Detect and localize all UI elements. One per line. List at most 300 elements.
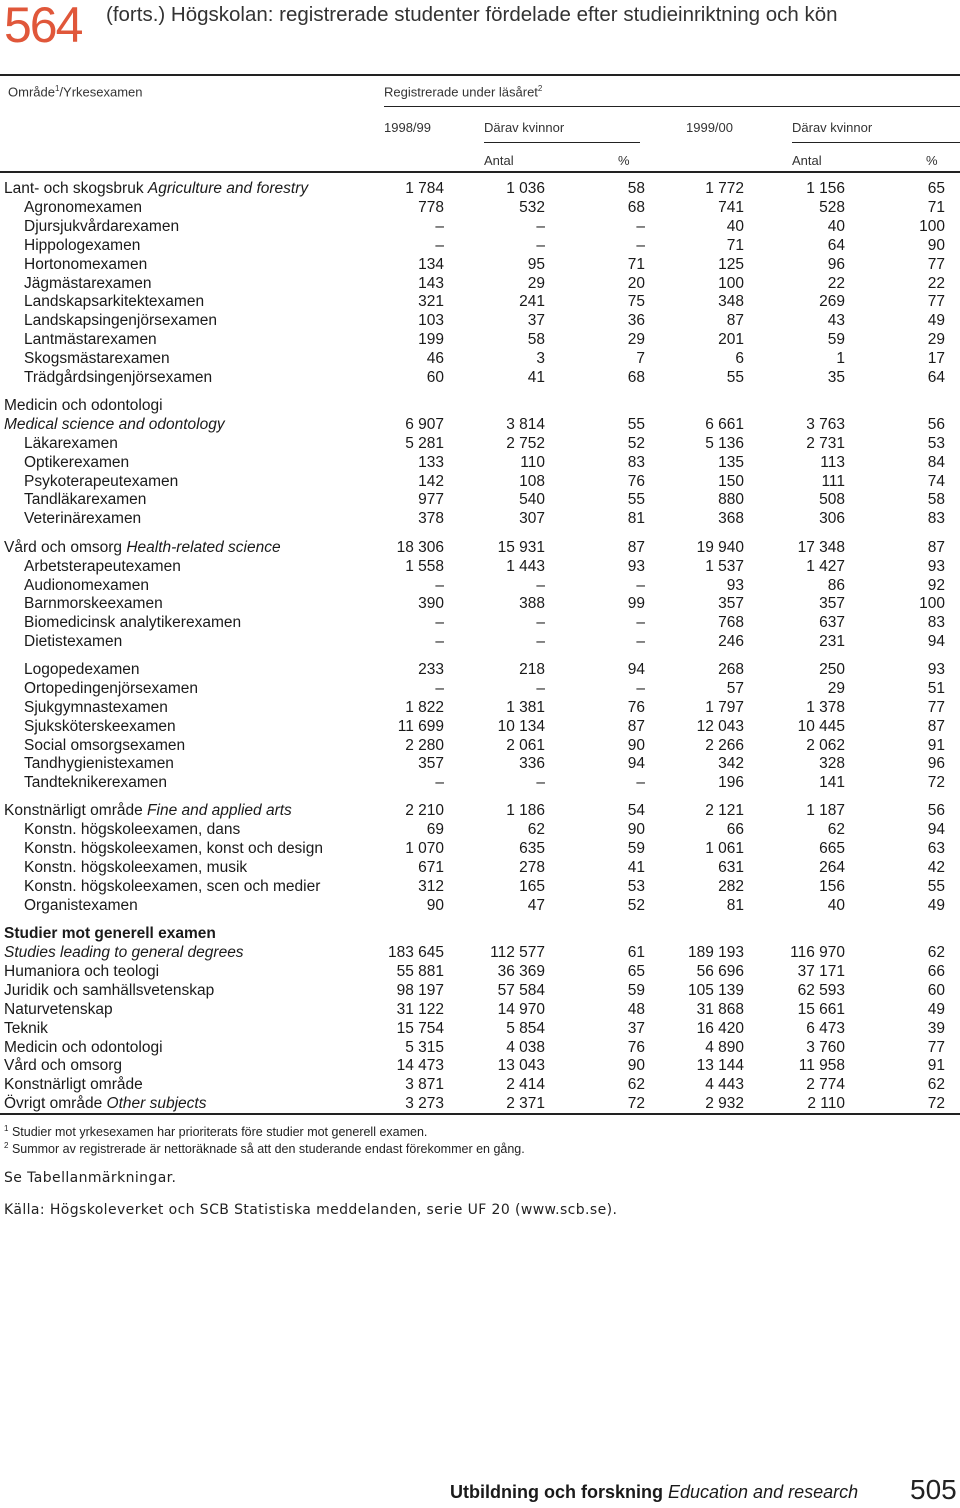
cell-col2: 41 (527, 369, 545, 386)
table-row (0, 236, 960, 255)
cell-col6: 66 (927, 963, 945, 980)
cell-col1: 31 122 (396, 1001, 444, 1018)
cell-col5: 1 378 (806, 699, 845, 716)
cell-col6: 42 (927, 859, 945, 876)
cell-col5: 62 593 (797, 982, 845, 999)
cell-col2: 13 043 (497, 1057, 545, 1074)
cell-col5: 2 731 (806, 435, 845, 452)
cell-col5: 1 (836, 350, 845, 367)
cell-col1: – (435, 237, 444, 254)
cell-col2: – (536, 633, 545, 650)
row-label: Medicin och odontologi (4, 1039, 163, 1056)
cell-col6: 77 (927, 699, 945, 716)
row-label: Psykoterapeutexamen (24, 473, 179, 490)
cell-col2: 635 (519, 840, 545, 857)
cell-col3: 99 (627, 595, 645, 612)
row-label: Vård och omsorg Health-related science (4, 539, 281, 556)
table-row (0, 877, 960, 896)
row-label: Skogsmästarexamen (24, 350, 170, 367)
table-row (0, 943, 960, 962)
row-label: Tandläkarexamen (24, 491, 147, 508)
cell-col4: 741 (718, 199, 744, 216)
cell-col6: 100 (919, 218, 945, 235)
row-label: Övrigt område Other subjects (4, 1095, 207, 1112)
row-label: Veterinärexamen (24, 510, 142, 527)
cell-col1: – (435, 680, 444, 697)
cell-col2: 388 (519, 595, 545, 612)
cell-col4: 87 (726, 312, 744, 329)
table-row (0, 660, 960, 679)
cell-col4: 150 (718, 473, 744, 490)
cell-col5: 86 (827, 577, 845, 594)
row-label: Humaniora och teologi (4, 963, 160, 980)
cell-col4: 201 (718, 331, 744, 348)
cell-col3: 83 (627, 454, 645, 471)
cell-col4: 1 772 (705, 180, 744, 197)
table-row (0, 415, 960, 434)
cell-col4: 19 940 (696, 539, 744, 556)
cell-col5: 64 (827, 237, 845, 254)
cell-col2: 1 381 (506, 699, 545, 716)
cell-col1: 14 473 (396, 1057, 444, 1074)
cell-col2: 2 061 (506, 737, 545, 754)
cell-col1: 90 (426, 897, 444, 914)
cell-col3: 36 (627, 312, 645, 329)
cell-col6: 90 (927, 237, 945, 254)
table-row (0, 1038, 960, 1057)
cell-col5: 264 (819, 859, 845, 876)
cell-col4: 57 (726, 680, 744, 697)
table-row (0, 717, 960, 736)
row-label: Hortonomexamen (24, 256, 148, 273)
cell-col6: 77 (927, 1039, 945, 1056)
row-label: Optikerexamen (24, 454, 130, 471)
cell-col2: 3 (536, 350, 545, 367)
cell-col2: 2 752 (506, 435, 545, 452)
see-notes: Se Tabellanmärkningar. (4, 1170, 177, 1186)
cell-col2: 4 038 (506, 1039, 545, 1056)
row-label: Naturvetenskap (4, 1001, 113, 1018)
cell-col2: 307 (519, 510, 545, 527)
row-label: Ortopedingenjörsexamen (24, 680, 199, 697)
row-label: Biomedicinsk analytikerexamen (24, 614, 242, 631)
cell-col4: 125 (718, 256, 744, 273)
col-women2: Därav kvinnor (792, 120, 873, 135)
cell-col5: 508 (819, 491, 845, 508)
cell-col6: 65 (927, 180, 945, 197)
cell-col5: 637 (819, 614, 845, 631)
row-label: Konstnärligt område (4, 1076, 143, 1093)
row-label: Sjukgymnastexamen (24, 699, 168, 716)
cell-col3: 52 (627, 435, 645, 452)
cell-col1: 133 (418, 454, 444, 471)
row-label: Konstn. högskoleexamen, musik (24, 859, 248, 876)
cell-col3: 55 (627, 416, 645, 433)
cell-col4: 282 (718, 878, 744, 895)
cell-col5: 6 473 (806, 1020, 845, 1037)
cell-col3: 61 (627, 944, 645, 961)
table-row (0, 858, 960, 877)
cell-col1: 778 (418, 199, 444, 216)
cell-col3: 59 (627, 840, 645, 857)
cell-col6: 91 (927, 1057, 945, 1074)
footer-en: Education and research (668, 1482, 859, 1502)
cell-col6: 83 (927, 614, 945, 631)
cell-col2: 57 584 (497, 982, 545, 999)
cell-col1: 199 (418, 331, 444, 348)
cell-col3: 55 (627, 491, 645, 508)
cell-col2: – (536, 774, 545, 791)
cell-col3: 37 (627, 1020, 645, 1037)
table-row (0, 962, 960, 981)
cell-col4: 5 136 (705, 435, 744, 452)
row-label: Studier mot generell examen (4, 925, 216, 942)
table-row (0, 754, 960, 773)
cell-col1: 98 197 (396, 982, 444, 999)
table-row (0, 490, 960, 509)
cell-col5: 1 187 (806, 802, 845, 819)
row-label: Organistexamen (24, 897, 138, 914)
row-label: Hippologexamen (24, 237, 141, 254)
bottom-rule (0, 1113, 960, 1115)
cell-col3: 94 (627, 661, 645, 678)
row-label: Dietistexamen (24, 633, 123, 650)
cell-col6: 56 (927, 416, 945, 433)
cell-col2: 110 (520, 454, 545, 471)
row-label: Lantmästarexamen (24, 331, 157, 348)
table-row (0, 179, 960, 198)
cell-col3: 41 (627, 859, 645, 876)
cell-col1: 103 (418, 312, 444, 329)
footer-sv: Utbildning och forskning (450, 1482, 663, 1502)
cell-col4: 4 443 (705, 1076, 744, 1093)
cell-col4: 357 (718, 595, 744, 612)
row-label: Djursjukvårdarexamen (24, 218, 180, 235)
cell-col6: 87 (927, 539, 945, 556)
cell-col6: 62 (927, 944, 945, 961)
table-row (0, 698, 960, 717)
cell-col3: 48 (627, 1001, 645, 1018)
cell-col6: 51 (927, 680, 945, 697)
cell-col5: 141 (819, 774, 845, 791)
cell-col4: 631 (718, 859, 744, 876)
cell-col3: 68 (627, 369, 645, 386)
cell-col6: 29 (927, 331, 945, 348)
cell-col4: 189 193 (687, 944, 744, 961)
cell-col2: 15 931 (497, 539, 545, 556)
cell-col2: 336 (519, 755, 545, 772)
cell-col3: 90 (627, 821, 645, 838)
cell-col1: – (435, 633, 444, 650)
cell-col4: 56 696 (696, 963, 744, 980)
cell-col1: 5 315 (405, 1039, 444, 1056)
table-row (0, 839, 960, 858)
cell-col2: 37 (527, 312, 545, 329)
cell-col1: 5 281 (405, 435, 444, 452)
cell-col5: 59 (827, 331, 845, 348)
col-pct2: % (926, 153, 938, 168)
cell-col2: – (536, 577, 545, 594)
row-label: Juridik och samhällsvetenskap (4, 982, 215, 999)
cell-col6: 63 (927, 840, 945, 857)
table-row (0, 924, 960, 943)
cell-col1: 977 (418, 491, 444, 508)
cell-col4: 4 890 (705, 1039, 744, 1056)
cell-col5: 528 (819, 199, 845, 216)
cell-col5: 116 970 (790, 944, 845, 961)
cell-col2: 14 970 (497, 1001, 545, 1018)
cell-col4: 196 (718, 774, 744, 791)
footnote-2: $^2$ Summor av registrerade är nettoräknade så att den studerande endast förekommer en gång. (4, 1141, 525, 1157)
cell-col3: 65 (627, 963, 645, 980)
cell-col3: 81 (627, 510, 645, 527)
cell-col3: 76 (627, 1039, 645, 1056)
cell-col4: 1 537 (705, 558, 744, 575)
cell-col6: 39 (927, 1020, 945, 1037)
cell-col3: 29 (627, 331, 645, 348)
cell-col3: – (636, 774, 645, 791)
cell-col5: 96 (827, 256, 845, 273)
cell-col1: 671 (418, 859, 444, 876)
table-row (0, 330, 960, 349)
cell-col3: 94 (627, 755, 645, 772)
cell-col5: 269 (819, 293, 845, 310)
table-row (0, 368, 960, 387)
col-year1: 1998/99 (384, 120, 431, 135)
cell-col1: – (435, 774, 444, 791)
cell-col6: 84 (927, 454, 945, 471)
cell-col2: 2 414 (506, 1076, 545, 1093)
row-label: Barnmorskeexamen (24, 595, 163, 612)
table-row (0, 538, 960, 557)
cell-col1: 11 699 (397, 718, 444, 735)
cell-col4: 81 (726, 897, 744, 914)
cell-col6: 91 (927, 737, 945, 754)
cell-col4: 66 (726, 821, 744, 838)
cell-col2: 165 (519, 878, 545, 895)
cell-col1: 1 558 (405, 558, 444, 575)
cell-col4: 6 661 (705, 416, 744, 433)
cell-col3: 54 (627, 802, 645, 819)
cell-col6: 71 (927, 199, 945, 216)
cell-col3: – (636, 218, 645, 235)
cell-col6: 58 (927, 491, 945, 508)
cell-col3: 72 (627, 1095, 645, 1112)
col-year2: 1999/00 (686, 120, 733, 135)
cell-col5: 22 (827, 275, 845, 292)
table-row (0, 453, 960, 472)
cell-col3: 75 (627, 293, 645, 310)
table-row (0, 576, 960, 595)
table-row (0, 679, 960, 698)
cell-col5: 306 (819, 510, 845, 527)
cell-col6: 100 (919, 595, 945, 612)
women1-underline (484, 142, 640, 143)
cell-col6: 49 (927, 897, 945, 914)
cell-col4: 368 (718, 510, 744, 527)
cell-col2: – (536, 614, 545, 631)
cell-col6: 93 (927, 558, 945, 575)
cell-col4: 2 266 (705, 737, 744, 754)
cell-col5: 17 348 (797, 539, 845, 556)
table-row (0, 773, 960, 792)
cell-col2: 36 369 (497, 963, 545, 980)
cell-col2: 1 036 (506, 180, 545, 197)
cell-col2: 10 134 (497, 718, 545, 735)
row-label: Logopedexamen (24, 661, 140, 678)
cell-col3: 90 (627, 737, 645, 754)
cell-col6: 93 (927, 661, 945, 678)
col-registered-header: Registrerade under läsåret$^2$ (384, 84, 543, 100)
cell-col2: 108 (519, 473, 545, 490)
cell-col4: 12 043 (696, 718, 744, 735)
cell-col2: 2 371 (506, 1095, 545, 1112)
cell-col1: 1 784 (405, 180, 444, 197)
cell-col3: – (636, 237, 645, 254)
cell-col6: 72 (927, 1095, 945, 1112)
row-label: Sjuksköterskeexamen (24, 718, 176, 735)
cell-col3: 52 (627, 897, 645, 914)
cell-col3: 58 (627, 180, 645, 197)
cell-col6: 94 (927, 821, 945, 838)
cell-col5: 113 (820, 454, 845, 471)
cell-col2: 58 (527, 331, 545, 348)
row-label: Lant- och skogsbruk Agriculture and forestry (4, 180, 309, 197)
cell-col2: 95 (527, 256, 545, 273)
cell-col1: 1 070 (405, 840, 444, 857)
row-label: Social omsorgsexamen (24, 737, 186, 754)
cell-col6: 94 (927, 633, 945, 650)
row-label: Studies leading to general degrees (4, 944, 244, 961)
table-row (0, 434, 960, 453)
page-footer (450, 1482, 858, 1503)
cell-col1: 357 (418, 755, 444, 772)
cell-col4: 880 (718, 491, 744, 508)
cell-col4: 2 121 (705, 802, 744, 819)
cell-col3: 7 (636, 350, 645, 367)
cell-col3: – (636, 614, 645, 631)
cell-col5: 2 110 (807, 1095, 845, 1112)
page-title: (forts.) Högskolan: registrerade studenter fördelade efter studieinriktning och kön (106, 3, 838, 26)
cell-col1: 3 273 (405, 1095, 444, 1112)
table-row (0, 594, 960, 613)
top-rule (0, 74, 960, 76)
col-area-header: Område$^1$/Yrkesexamen (8, 84, 143, 100)
cell-col6: 83 (927, 510, 945, 527)
cell-col4: 348 (718, 293, 744, 310)
cell-col3: – (636, 680, 645, 697)
row-label: Trädgårdsingenjörsexamen (24, 369, 213, 386)
row-label: Konstn. högskoleexamen, konst och design (24, 840, 323, 857)
cell-col5: 665 (819, 840, 845, 857)
cell-col2: 241 (519, 293, 545, 310)
table-row (0, 274, 960, 293)
cell-col3: 87 (627, 718, 645, 735)
cell-col4: 246 (718, 633, 744, 650)
cell-col4: 100 (718, 275, 744, 292)
cell-col3: 90 (627, 1057, 645, 1074)
table-row (0, 632, 960, 651)
header-rule (0, 171, 960, 173)
cell-col5: 29 (827, 680, 845, 697)
row-label: Konstnärligt område Fine and applied arts (4, 802, 292, 819)
cell-col2: 532 (519, 199, 545, 216)
cell-col1: 2 280 (405, 737, 444, 754)
cell-col1: – (435, 614, 444, 631)
cell-col2: – (536, 680, 545, 697)
row-label: Teknik (4, 1020, 48, 1037)
cell-col6: 92 (927, 577, 945, 594)
cell-col3: 76 (627, 699, 645, 716)
cell-col4: 6 (735, 350, 744, 367)
cell-col4: 1 797 (705, 699, 744, 716)
cell-col5: 40 (827, 218, 845, 235)
row-label: Landskapsingenjörsexamen (24, 312, 218, 329)
cell-col3: 76 (627, 473, 645, 490)
cell-col1: 134 (418, 256, 444, 273)
cell-col2: – (536, 218, 545, 235)
row-label: Medicin och odontologi (4, 397, 163, 414)
cell-col5: 1 156 (806, 180, 845, 197)
table-row (0, 255, 960, 274)
cell-col5: 250 (819, 661, 845, 678)
cell-col5: 328 (819, 755, 845, 772)
cell-col3: 53 (627, 878, 645, 895)
cell-col1: 1 822 (405, 699, 444, 716)
table-row (0, 349, 960, 368)
cell-col1: 6 907 (405, 416, 444, 433)
cell-col4: 13 144 (696, 1057, 744, 1074)
cell-col3: 59 (627, 982, 645, 999)
cell-col3: 20 (627, 275, 645, 292)
cell-col6: 49 (927, 312, 945, 329)
cell-col3: 87 (627, 539, 645, 556)
table-row (0, 981, 960, 1000)
cell-col4: 55 (726, 369, 744, 386)
cell-col1: 55 881 (396, 963, 444, 980)
cell-col6: 74 (927, 473, 945, 490)
page-number-header: 564 (4, 0, 82, 53)
cell-col1: 233 (418, 661, 444, 678)
row-label: Landskapsarkitektexamen (24, 293, 205, 310)
cell-col1: 18 306 (396, 539, 444, 556)
row-label: Agronomexamen (24, 199, 143, 216)
cell-col5: 11 958 (798, 1057, 845, 1074)
table-row (0, 1075, 960, 1094)
cell-col6: 77 (927, 256, 945, 273)
cell-col1: 15 754 (396, 1020, 444, 1037)
cell-col5: 231 (819, 633, 845, 650)
col-antal2: Antal (792, 153, 822, 168)
cell-col5: 111 (821, 473, 845, 490)
table-row (0, 557, 960, 576)
cell-col2: 5 854 (506, 1020, 545, 1037)
row-label: Konstn. högskoleexamen, scen och medier (24, 878, 321, 895)
row-label: Läkarexamen (24, 435, 118, 452)
cell-col4: 268 (718, 661, 744, 678)
row-label: Tandhygienistexamen (24, 755, 174, 772)
cell-col6: 72 (927, 774, 945, 791)
cell-col3: 68 (627, 199, 645, 216)
table-row (0, 801, 960, 820)
cell-col2: 29 (527, 275, 545, 292)
cell-col6: 49 (927, 1001, 945, 1018)
cell-col4: 93 (726, 577, 744, 594)
source-note: Källa: Högskoleverket och SCB Statistiska meddelanden, serie UF 20 (www.scb.se). (4, 1202, 618, 1218)
cell-col1: 2 210 (405, 802, 444, 819)
cell-col5: 40 (827, 897, 845, 914)
table-row (0, 1056, 960, 1075)
